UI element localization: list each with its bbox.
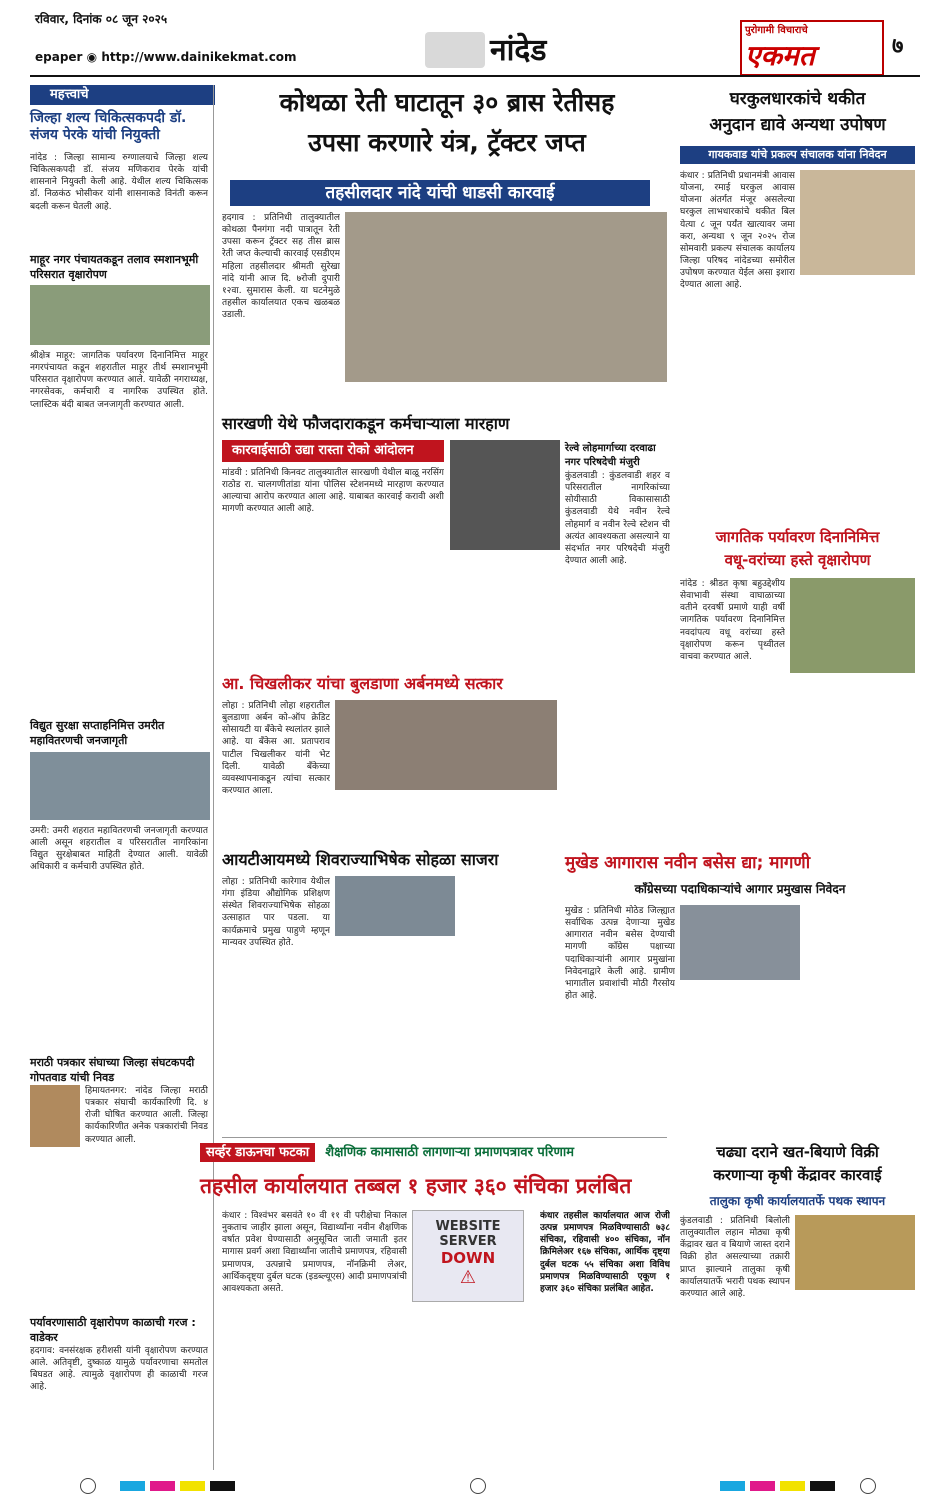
lead-body: हदगाव : प्रतिनिधी तालुक्यातील कोथळा पैनगंगा नदी पात्रातून रेती उपसा करून ट्रॅक्टर सह तीस ब्रास रेती जप्त केल्याची कारवाई एसडीएम महिला तहसीलदार श्रीमती सुरेखा नांदे यांनी आज दि. ७रोजी दुपारी १२वा. सुमारास केली. या घटनेमुळे तहसील कार्यालयात एकच खळबळ उडाली. [222,213,340,321]
registration-mark [470,1478,486,1494]
memorandum-photo [680,905,800,980]
swatch-magenta [150,1481,175,1491]
lead-body-cont [345,386,667,406]
lead-headline-1: कोथळा रेती घाटातून ३० ब्रास रेतीसह [279,88,615,117]
mukhed-body-2 [680,985,915,1130]
server-banner [200,1142,670,1164]
seeds-photo [795,1215,915,1290]
sarkhani-body-2 [450,555,560,665]
sand-seizure-photo [345,212,667,382]
swatch-cyan [120,1481,145,1491]
loha-bank-body [565,672,670,842]
news-body-3: उमरी: उमरी शहरात महावितरणची जनजागृती करण्यात आली असून शहरातील व परिसरातील नागरिकांना विद्युत सुरक्षेबाबत माहिती देण्यात आली. यावेळी अधिकारी व कर्मचारी उपस्थित होते. [30,826,208,873]
krushi-body: कुंडलवाडी : प्रतिनिधी बिलोली तालुक्यातील लहान मोठ्या कृषी केंद्रावर खत व बियाणे जास्त दराने विक्री होत असल्याच्या तक्रारी प्राप्त झाल्याने तालुका कृषी कार्यालयातर्फे भरारी पथक स्थापन करण्यात आले आहे. [680,1216,790,1299]
news-title-4: मराठी पत्रकार संघाच्या जिल्हा संघटकपदी गोपतवाड यांची निवड [30,1056,195,1084]
logo-name: एकमत [745,39,815,72]
news-title-5: पर्यावरणासाठी वृक्षारोपण काळाची गरज : वाडेकर [30,1316,196,1344]
vadhu-headline-2: वधू-वरांच्या हस्ते वृक्षारोपण [724,551,871,569]
gharkul-subhead-text: गायकवाड यांचे प्रकल्प संचालक यांना निवेदन [708,148,887,161]
gharkul-headline-2: अनुदान द्यावे अन्यथा उपोषण [709,115,886,135]
swatch-black [210,1481,235,1491]
mukhed-headline: मुखेड आगारास नवीन बसेस द्या; मागणी [565,853,811,873]
chikhlikar-headline: आ. चिखलीकर यांचा बुलडाणा अर्बनमध्ये सत्कार [222,674,503,693]
lead-subhead-text: तहसीलदार नांदे यांची धाडसी कारवाई [325,183,555,203]
gharkul-body: कंधार : प्रतिनिधी प्रधानमंत्री आवास योजना, रमाई घरकुल आवास योजना अंतर्गत मंजूर असलेल्या घरकुल लाभधारकांचे थकीत बिल येत्या ८ जून पर्यंत खात्यावर जमा करा, अन्यथा ९ जून २०२५ रोज सोमवारी प्रकल्प संचालक कार्यालय जिल्हा परिषद नांदेडच्या समोरील उपोषण करण्यात येईल असा इशारा देण्यात आला आहे. [680,171,795,291]
epaper-label: epaper [35,50,83,64]
registration-mark [80,1478,96,1494]
gharkul-subhead [680,146,915,164]
server-down-graphic [412,1210,524,1302]
swatch-black [810,1481,835,1491]
issue-date: रविवार, दिनांक ०८ जून २०२५ [35,12,168,26]
mukhed-body: मुखेड : प्रतिनिधी मोठेड जिल्ह्यात सर्वाधिक उत्पन्न देणाऱ्या मुखेड आगारात नवीन बसेस देण्याची मागणी काँग्रेस पक्षाच्या पदाधिकाऱ्यांनी आगार प्रमुखांना निवेदनाद्वारे केली आहे. ग्रामीण भागातील प्रवाशांची मोठी गैरसोय होत आहे. [565,906,675,1001]
news-body-2: श्रीक्षेत्र माहूर: जागतिक पर्यावरण दिनानिमित्त माहूर नगरपंचायत कडून शहरातील माहूर तीर्थ स्मशानभूमी परिसरात वृक्षारोपण करण्यात आले. यावेळी नगराध्यक्ष, नगरसेवक, कर्मचारी व नागरिक उपस्थित होते. प्लास्टिक बंदी बाबत जनजागृती करण्यात आली. [30,351,208,410]
mukhed-subhead: काँग्रेसच्या पदाधिकाऱ्यांचे आगार प्रमुखास निवेदन [634,882,846,896]
registration-mark [860,1478,876,1494]
assault-illustration [450,440,560,550]
sarkhani-headline: सारखणी येथे फौजदाराकडून कर्मचाऱ्याला मारहाण [222,414,510,433]
krushi-headline-1: चढ्या दराने खत-बियाणे विक्री [716,1143,879,1161]
column-divider [213,85,214,1470]
couple-planting-photo [790,578,915,673]
server-banner-left: सर्व्हर डाऊनचा फटका [200,1143,315,1162]
globe-icon: ◉ [86,50,98,64]
iti-body: लोहा : प्रतिनिधी कारेगाव येथील गंगा इंडिया औद्योगिक प्रशिक्षण संस्थेत शिवराज्याभिषेक सोहळा उत्साहात पार पडला. या कार्यक्रमाचे प्रमुख पाहुणे म्हणून मान्यवर उपस्थित होते. [222,877,330,948]
lead-subhead [230,180,650,206]
graphic-line-1: WEBSITE [435,1219,501,1234]
server-banner-right: शैक्षणिक कामासाठी लागणाऱ्या प्रमाणपत्रावर परिणाम [325,1145,575,1160]
chikhlikar-body: लोहा : प्रतिनिधी लोहा शहरातील बुलडाणा अर्बन को-ऑप क्रेडिट सोसायटी या बँकेचे स्थलांतर झाले आहे. या बँकेस आ. प्रतापराव पाटील चिखलीकर यांनी भेट दिली. यावेळी बँकेच्या व्यवस्थापनाकडून त्यांचा सत्कार करण्यात आला. [222,701,330,796]
krushi-body-2 [795,1295,915,1460]
gharkul-body-2 [800,280,915,515]
graphic-line-2: SERVER [439,1234,497,1249]
house-hand-photo [800,170,915,275]
header-rule [30,75,920,77]
sarkhani-body: मांडवी : प्रतिनिधी किनवट तालुक्यातील सारखणी येथील बाळू नरसिंग राठोड रा. चालगणीतांडा यांना पोलिस स्टेशनमध्ये मारहाण करण्यात आल्याचा आरोप करण्यात आला आहे. याबाबत कारवाई करावी अशी मागणी करण्यात आली आहे. [222,468,444,515]
krushi-headline-2: करणाऱ्या कृषी केंद्रावर कारवाई [713,1166,882,1184]
mukhed-body-3 [805,905,915,980]
warning-icon: ⚠ [459,1267,477,1288]
news-body-1: नांदेड : जिल्हा सामान्य रुग्णालयाचे जिल्हा शल्य चिकित्सकपदी डॉ. संजय मणिकराव पेरके यांची शासनाने नियुक्ती केली आहे. येथील शल्य चिकित्सक डॉ. निळकंठ भोसीकर यांनी शासनाकडे विनंती करून बदली करून घेतली आहे. [30,153,208,212]
lead-headline-2: उपसा करणारे यंत्र, ट्रॅक्टर जप्त [308,128,586,157]
section-label-text: महत्त्वाचे [50,87,89,102]
masthead-graphic [425,32,485,68]
swatch-magenta [750,1481,775,1491]
vadhu-body: नांदेड : श्रीडत कृषा बहुउद्देशीय सेवाभावी संस्था वाघाळाच्या वतीने दरवर्षी प्रमाणे याही वर्षी जागतिक पर्यावरण दिनानिमित्त नवदांपत्य वधू वरांच्या हस्ते वृक्षारोपण करून पृथ्वीतल वाचवा करण्यात आले. [680,579,785,662]
sarkhani-subhead-text: कारवाईसाठी उद्या रास्ता रोको आंदोलन [232,443,414,458]
iti-headline: आयटीआयमध्ये शिवराज्याभिषेक सोहळा साजरा [222,850,499,869]
krushi-subhead: तालुका कृषी कार्यालयातर्फे पथक स्थापन [709,1194,886,1208]
server-body: कंधार : विश्वंभर बसवंते १० वी ११ वी परीक्षेचा निकाल नुकताच जाहीर झाला असून, विद्यार्थ्यांना नवीन शैक्षणिक वर्षात प्रवेश घेण्यासाठी अनुसूचित जाती जमाती इतर मागास प्रवर्ग अशा विद्यार्थ्यांना जातीचे प्रमाणपत्र, रहिवासी प्रमाणपत्र, उत्पन्नाचे प्रमाणपत्र, नॉनक्रिमी लेअर, आर्थिकदृष्ट्या दुर्बल घटक (इडब्ल्यूएस) आदी प्रमाणपत्रांची आवश्यकता असते. [222,1211,407,1294]
news-title-3: विद्युत सुरक्षा सप्ताहनिमित्त उमरीत महावितरणची जनजागृती [30,719,165,747]
sarkhani-subhead [222,440,444,462]
felicitation-photo [335,700,557,790]
news-title-2: माहूर नगर पंचायतकडून तलाव स्मशानभूमी परिसरात वृक्षारोपण [30,253,199,281]
server-body-2 [412,1305,532,1460]
epaper-link[interactable] [35,50,297,64]
news-body-5: हदगाव: वनसंरक्षक हरीशसी यांनी वृक्षारोपण करण्यात आले. अतिवृष्टी, दुष्काळ यामुळे पर्यावरणाचा समतोल बिघडत आहे. त्यामुळे वृक्षारोपण ही काळाची गरज आहे. [30,1346,208,1393]
swatch-cyan [720,1481,745,1491]
swatch-yellow [780,1481,805,1491]
color-bar [80,1478,880,1494]
mseb-photo [30,752,210,820]
gharkul-headline-1: घरकुलधारकांचे थकीत [729,89,866,109]
graphic-line-3: DOWN [440,1249,496,1267]
railway-body: कुंडलवाडी : कुंडलवाडी शहर व परिसरातील नागरिकांच्या सोयीसाठी विकासासाठी कुंडलवाडी येथे नवीन रेल्वे लोहमार्ग व नवीन रेल्वे स्टेशन ची अत्यंत आवश्यकता असल्याने या संदर्भात नगर परिषदेची मंजुरी देण्यात आली आहे. [565,471,670,566]
chikhlikar-body-2 [335,795,557,840]
railway-headline: रेल्वे लोहमार्गाच्या दरवाढा नगर परिषदेची मंजुरी [565,443,656,468]
server-body-bold: कंधार तहसील कार्यालयात आज रोजी उत्पन्न प्रमाणपत्र मिळविण्यासाठी ७३८ संचिका, रहिवासी ४०० संचिका, नॉन क्रिमिलेअर १६७ संचिका, आर्थिक दृष्ट्या दुर्बल घटक ५५ संचिका अशा विविध प्रमाणपत्र मिळविण्यासाठी एकूण १ हजार ३६० संचिका प्रलंबित आहेत. [540,1211,670,1294]
section-label [30,85,215,105]
news-body-4: हिमायतनगर: नांदेड जिल्हा मराठी पत्रकार संघाची कार्यकारिणी दि. ४ रोजी घोषित करण्यात आली. जिल्हा कार्यकारिणीत अनेक पत्रकारांची निवड करण्यात आली. [85,1086,208,1145]
swatch-yellow [180,1481,205,1491]
section-rule [222,1137,667,1138]
server-headline: तहसील कार्यालयात तब्बल १ हजार ३६० संचिका प्रलंबित [200,1174,632,1198]
news-title-1: जिल्हा शल्य चिकित्सकपदी डॉ. संजय पेरके यांची नियुक्ती [30,110,187,143]
tree-planting-photo [30,285,210,345]
iti-ceremony-photo [335,876,455,936]
vadhu-headline-1: जागतिक पर्यावरण दिनानिमित्त [715,528,880,546]
gopatwad-photo [30,1085,80,1147]
site-url[interactable]: http://www.dainikekmat.com [101,50,297,64]
page-number: ७ [892,34,904,59]
edition-title: नांदेड [490,33,547,68]
vadhu-body-2 [790,678,915,843]
logo-tagline: पुरोगामी विचाराचे [745,25,808,36]
